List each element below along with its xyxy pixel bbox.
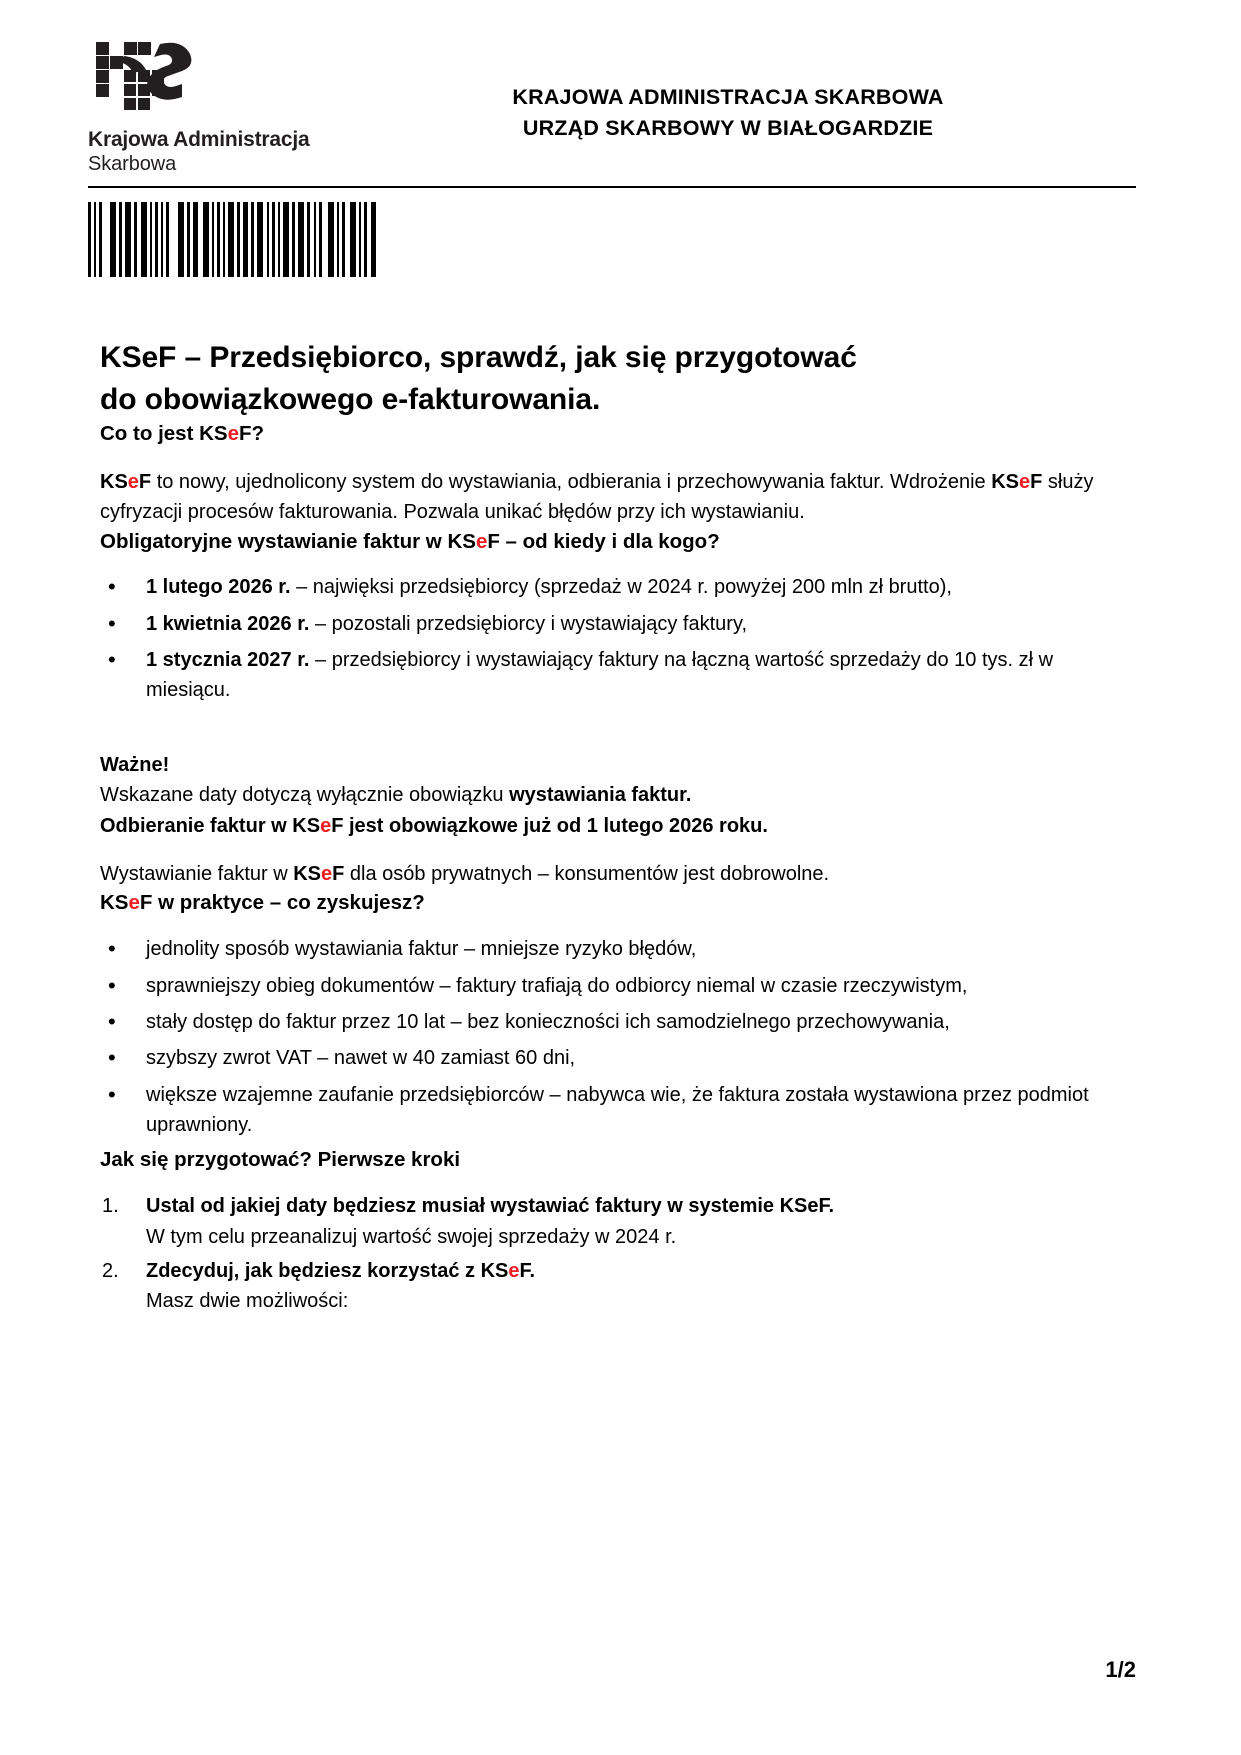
list-item	[100, 645, 1136, 706]
ksef-e: e	[1019, 470, 1031, 493]
list-item: • jednolity sposób wystawiania faktur – mniejsze ryzyko błędów,	[100, 934, 1136, 964]
heading-accent-letter: e	[227, 422, 239, 446]
heading-text-post: F w praktyce – co zyskujesz?	[139, 891, 425, 915]
ksef-ks: KS	[991, 470, 1019, 493]
list-item-date: 1 lutego 2026 r.	[146, 576, 291, 599]
important-line-1	[100, 780, 1136, 810]
ksef-ks: KS	[293, 863, 322, 886]
list-item: • większe wzajemne zaufanie przedsiębiorców – nabywca wie, że faktura została wystawiona przez podmiot uprawniony.	[100, 1080, 1136, 1141]
heading-text-pre: Obligatoryjne wystawianie faktur w KS	[100, 529, 476, 553]
prepare-steps-list	[100, 1191, 1136, 1317]
step-description: W tym celu przeanalizuj wartość swojej sprzedaży w 2024 r.	[146, 1225, 677, 1248]
page-title	[100, 337, 1136, 420]
kas-logo-text	[88, 128, 320, 176]
paragraph-private-persons	[100, 859, 1136, 889]
ksef-e: e	[321, 863, 333, 886]
step-title-post: F.	[519, 1259, 536, 1282]
step-number: 2.	[102, 1259, 119, 1282]
important-label: Ważne!	[100, 753, 170, 776]
ksef-f: F	[1030, 470, 1043, 493]
kas-logo-icon	[94, 38, 202, 118]
benefits-list	[100, 934, 1136, 1140]
kas-logo-line1: Krajowa Administracja	[88, 128, 310, 151]
step-title-pre: Zdecyduj, jak będziesz korzystać z KS	[146, 1259, 509, 1282]
header-divider	[88, 186, 1136, 188]
important-line1-normal: Wskazane daty dotyczą wyłącznie obowiązku	[100, 784, 510, 807]
list-item-text: – pozostali przedsiębiorcy i wystawiający faktury,	[309, 612, 748, 635]
heading-text-pre: Co to jest KS	[100, 422, 228, 446]
important-line-2	[100, 811, 1136, 841]
list-item: • sprawniejszy obieg dokumentów – faktury trafiają do odbiorcy niemal w czasie rzeczywistym,	[100, 971, 1136, 1001]
list-item	[100, 572, 1136, 602]
important-line1-bold: wystawiania faktur.	[509, 784, 692, 807]
document-content	[0, 337, 1241, 1316]
paragraph-line1-rest: to nowy, ujednolicony system do wystawiania, odbierania i przechowywania faktur. Wdrożenie	[151, 470, 986, 493]
heading-text-post: F – od kiedy i dla kogo?	[487, 529, 720, 553]
step-title	[146, 1260, 535, 1282]
ksef-e: e	[320, 814, 332, 837]
private-pre: Wystawianie faktur w	[100, 863, 294, 886]
heading-text-post: F?	[238, 422, 265, 446]
heading-accent-letter: e	[128, 891, 140, 915]
ksef-f: F	[138, 470, 152, 493]
ksef-ks: KS	[100, 470, 128, 493]
office-heading	[320, 38, 1136, 144]
paragraph-what-is-ksef	[100, 467, 1136, 528]
section-heading-what-is-ksef	[100, 420, 1136, 449]
heading-text-pre: KS	[100, 891, 129, 915]
list-item: • stały dostęp do faktur przez 10 lat – bez konieczności ich samodzielnego przechowywania,	[100, 1007, 1136, 1037]
page-title-line1: KSeF – Przedsiębiorco, sprawdź, jak się przygotować	[100, 341, 857, 375]
kas-logo-line2: Skarbowa	[88, 152, 177, 175]
section-heading-obligatory	[100, 528, 1136, 557]
list-item: • szybszy zwrot VAT – nawet w 40 zamiast 60 dni,	[100, 1043, 1136, 1073]
obligatory-dates-list	[100, 572, 1136, 706]
office-line-1: KRAJOWA ADMINISTRACJA SKARBOWA	[512, 85, 944, 109]
list-item	[100, 1191, 1136, 1252]
office-line-2: URZĄD SKARBOWY W BIAŁOGARDZIE	[522, 116, 934, 141]
important-line2-pre: Odbieranie faktur w KS	[100, 814, 321, 837]
list-item-date: 1 stycznia 2027 r.	[146, 649, 310, 672]
document-header	[0, 0, 1241, 176]
heading-accent-letter: e	[475, 529, 488, 553]
list-item	[100, 609, 1136, 639]
ksef-e: e	[508, 1259, 520, 1282]
list-item-date: 1 kwietnia 2026 r.	[146, 612, 310, 635]
step-description: Masz dwie możliwości:	[146, 1290, 349, 1313]
section-heading-prepare: Jak się przygotować? Pierwsze kroki	[100, 1148, 461, 1172]
ksef-f: F	[332, 863, 345, 886]
section-heading-practice	[100, 889, 1136, 918]
page-title-line2: do obowiązkowego e-fakturowania.	[100, 382, 601, 416]
page-number: 1/2	[1105, 1657, 1136, 1682]
barcode	[88, 202, 378, 277]
private-post: dla osób prywatnych – konsumentów jest dobrowolne.	[344, 863, 830, 886]
list-item-text: – najwięksi przedsiębiorcy (sprzedaż w 2024 r. powyżej 200 mln zł brutto),	[290, 576, 952, 599]
important-line2-post: F jest obowiązkowe już od 1 lutego 2026 roku.	[331, 814, 768, 837]
important-note	[100, 750, 1136, 841]
paragraph-line2-rest: służy cyfryzacji procesów fakturowania. Pozwala unikać błędów przy ich wystawianiu.	[100, 470, 1094, 524]
step-title: Ustal od jakiej daty będziesz musiał wystawiać faktury w systemie KSeF.	[146, 1195, 835, 1218]
list-item	[100, 1256, 1136, 1317]
list-item-text: – przedsiębiorcy i wystawiający faktury na łączną wartość sprzedaży do 10 tys. zł w miesiącu.	[146, 649, 1054, 702]
kas-logo-block	[88, 38, 320, 176]
ksef-e: e	[127, 470, 139, 493]
step-number: 1.	[102, 1195, 119, 1218]
